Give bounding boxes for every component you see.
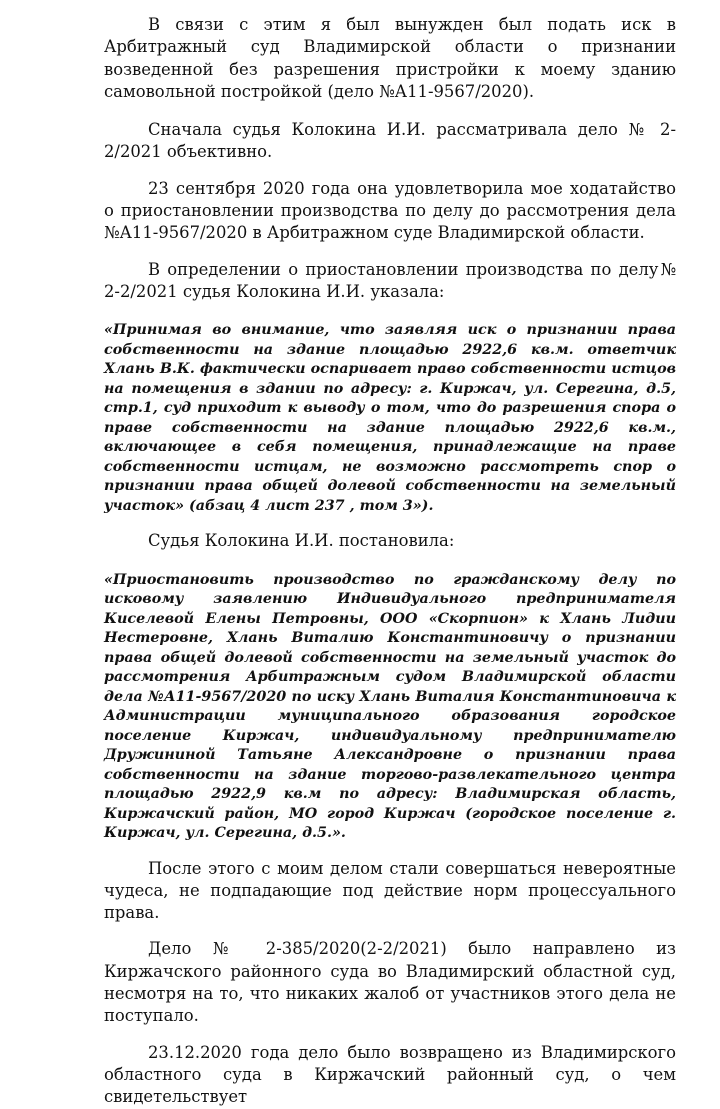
paragraph-motion-granted: 23 сентября 2020 года она удовлетворила мое ходатайство о приостановлении производства по делу до рассмотрения дела №А11-9567/2020 в Арбитражном суде Владимирской области. <box>104 178 676 243</box>
paragraph-miracles: После этого с моим делом стали совершаться невероятные чудеса, не подпадающие под действие норм процессуального права. <box>104 858 676 923</box>
quote-ruling-reasoning: «Принимая во внимание, что заявляя иск о признании права собственности на здание площадью 2922,6 кв.м. ответчик Хлань В.К. фактически оспаривает право собственности истцов на помещения в здании по адресу: г. Киржач, ул. Серегина, д.5, стр.1, суд приходит к выводу о том, что до разрешения спора о праве собственности на здание площадью 2922,6 кв.м., включающее в себя помещения, принадлежащие на праве собственности истцам, не возможно рассмотреть спор о признании права общей долевой собственности на земельный участок» (абзац 4 лист 237 , том 3»). <box>104 322 676 514</box>
quote-suspension-order: «Приостановить производство по гражданскому делу по исковому заявлению Индивидуального предпринимателя Киселевой Елены Петровны, ООО «Скорпион» к Хлань Лидии Нестеровне, Хлань Виталию Константиновичу о признании права общей долевой собственности на земельный участок до рассмотрения Арбитражным судом Владимирской области дела №А11-9567/2020 по иску Хлань Виталия Константиновича к Администрации муниципального образования городское поселение Киржач, индивидуальному предпринимателю Дружининой Татьяне Александровне о признании права собственности на здание торгово-развлекательного центра площадью 2922,9 кв.м по адресу: Владимирская область, Киржачский район, МО город Киржач (городское поселение г. Киржач, ул. Серегина, д.5.». <box>104 571 676 842</box>
paragraph-judge-decreed: Судья Колокина И.И. постановила: <box>148 531 455 551</box>
paragraph-judge-objective: Сначала судья Колокина И.И. рассматривала дело № 2-2/2021 объективно. <box>104 120 676 162</box>
paragraph-ruling-intro: В определении о приостановлении производства по делу№ 2-2/2021 судья Колокина И.И. указала: <box>104 259 676 301</box>
paragraph-case-returned: 23.12.2020 года дело было возвращено из Владимирского областного суда в Киржачский районный суд, о чем свидетельствует <box>104 1042 676 1107</box>
paragraph-case-sent: Дело № 2-385/2020(2-2/2021) было направлено из Киржачского районного суда во Владимирский областной суд, несмотря на то, что никаких жалоб от участников этого дела не поступало. <box>104 939 676 1026</box>
paragraph-lawsuit: В связи с этим я был вынужден был подать иск в Арбитражный суд Владимирской области о признании возведенной без разрешения пристройки к моему зданию самовольной постройкой (дело №А11-9567/2020). <box>104 15 676 101</box>
